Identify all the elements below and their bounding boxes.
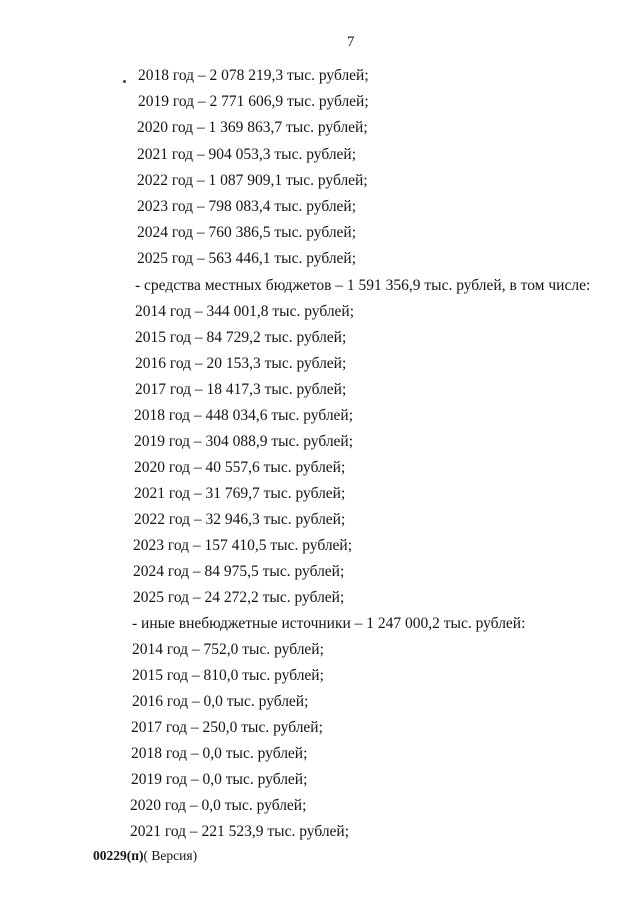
- text-line: 2017 год – 250,0 тыс. рублей;: [131, 719, 323, 736]
- text-line: 2017 год – 18 417,3 тыс. рублей;: [135, 381, 347, 398]
- text-line: 2023 год – 798 083,4 тыс. рублей;: [137, 198, 357, 215]
- text-line: 2020 год – 0,0 тыс. рублей;: [130, 797, 307, 814]
- text-line: 2014 год – 344 001,8 тыс. рублей;: [135, 303, 355, 320]
- text-line: 2020 год – 40 557,6 тыс. рублей;: [134, 459, 346, 476]
- page-number: 7: [347, 34, 355, 50]
- text-line: 2018 год – 2 078 219,3 тыс. рублей;: [138, 67, 369, 84]
- text-line: 2021 год – 31 769,7 тыс. рублей;: [134, 485, 346, 502]
- text-line: 2023 год – 157 410,5 тыс. рублей;: [133, 537, 353, 554]
- text-line: 2022 год – 32 946,3 тыс. рублей;: [134, 511, 346, 528]
- text-line: 2020 год – 1 369 863,7 тыс. рублей;: [137, 119, 368, 136]
- text-line: 2024 год – 760 386,5 тыс. рублей;: [137, 224, 357, 241]
- text-line: 2015 год – 810,0 тыс. рублей;: [132, 667, 324, 684]
- text-line: 2019 год – 304 088,9 тыс. рублей;: [134, 433, 354, 450]
- text-line: 2019 год – 0,0 тыс. рублей;: [131, 771, 308, 788]
- text-line: 2024 год – 84 975,5 тыс. рублей;: [133, 563, 345, 580]
- text-line: - средства местных бюджетов – 1 591 356,9 тыс. рублей, в том числе:: [135, 277, 591, 294]
- text-line: 2015 год – 84 729,2 тыс. рублей;: [135, 329, 347, 346]
- footer-code-number: 00229(п): [93, 848, 144, 863]
- scan-speck: [123, 80, 126, 83]
- text-line: 2021 год – 904 053,3 тыс. рублей;: [137, 146, 357, 163]
- text-line: 2025 год – 563 446,1 тыс. рублей;: [137, 250, 357, 267]
- text-line: 2016 год – 0,0 тыс. рублей;: [132, 693, 309, 710]
- text-line: 2021 год – 221 523,9 тыс. рублей;: [130, 823, 350, 840]
- text-line: - иные внебюджетные источники – 1 247 000,2 тыс. рублей:: [132, 615, 526, 632]
- footer-code-version: ( Версия): [143, 848, 198, 863]
- text-line: 2014 год – 752,0 тыс. рублей;: [132, 641, 324, 658]
- text-line: 2019 год – 2 771 606,9 тыс. рублей;: [138, 93, 369, 110]
- text-line: 2018 год – 448 034,6 тыс. рублей;: [134, 407, 354, 424]
- text-line: 2025 год – 24 272,2 тыс. рублей;: [133, 589, 345, 606]
- text-line: 2016 год – 20 153,3 тыс. рублей;: [135, 355, 347, 372]
- text-line: 2018 год – 0,0 тыс. рублей;: [131, 745, 308, 762]
- text-line: 2022 год – 1 087 909,1 тыс. рублей;: [137, 172, 368, 189]
- footer-code: [93, 848, 197, 864]
